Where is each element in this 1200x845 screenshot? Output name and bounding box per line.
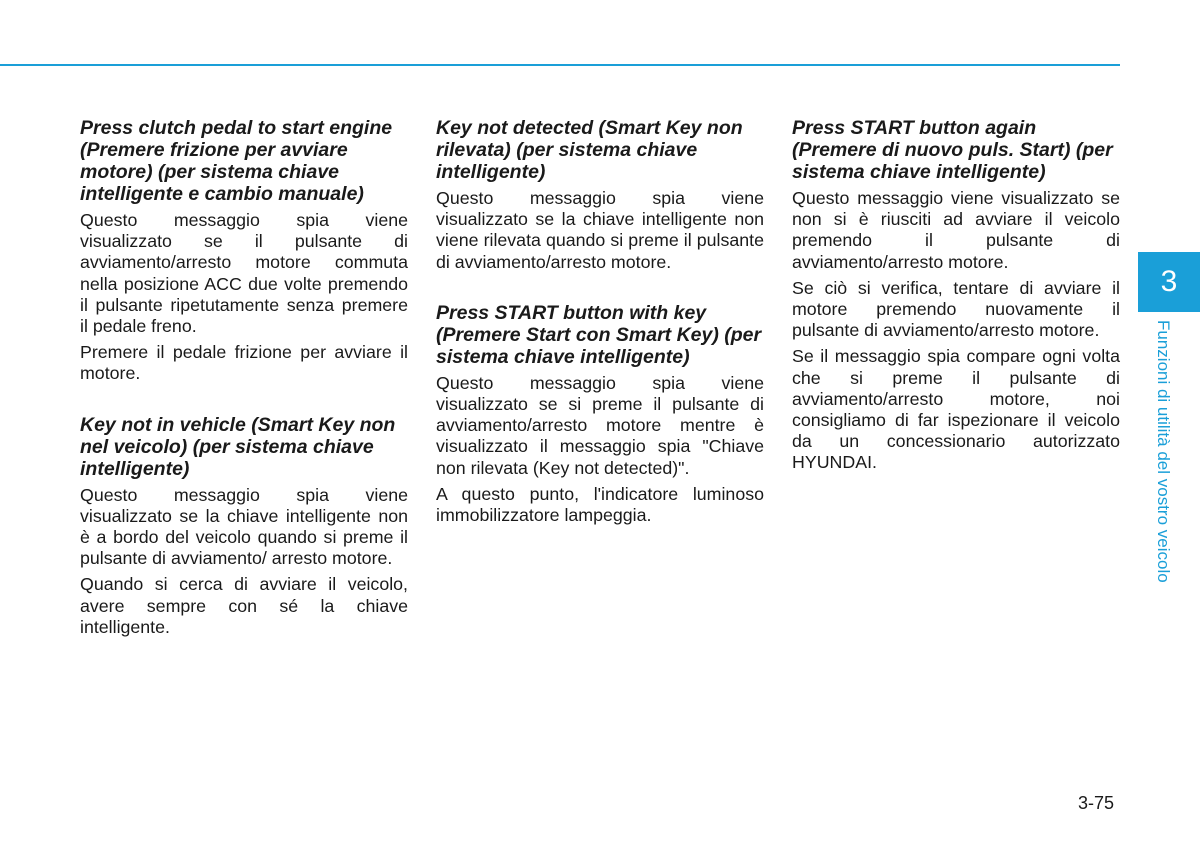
section-key-not-detected bbox=[436, 117, 764, 273]
section-paragraph: Questo messaggio spia viene visualizzato se la chiave intelligente non viene rilevata quando si preme il pulsante di avviamento/arresto motore. bbox=[436, 188, 764, 272]
text-column-3 bbox=[792, 117, 1120, 479]
text-column-2 bbox=[436, 117, 764, 531]
section-heading: Key not in vehicle (Smart Key non nel veicolo) (per sistema chiave intelligente) bbox=[80, 413, 396, 480]
section-heading: Press clutch pedal to start engine (Premere frizione per avviare motore) (per sistema chiave intelligente e cambio manuale) bbox=[80, 117, 393, 205]
section-heading: Key not detected (Smart Key non rilevata) (per sistema chiave intelligente) bbox=[436, 117, 743, 183]
section-paragraph: Questo messaggio viene visualizzato se non si è riusciti ad avviare il veicolo premendo il pulsante di avviamento/arresto motore. bbox=[792, 188, 1120, 272]
section-paragraph: Questo messaggio spia viene visualizzato se la chiave intelligente non è a bordo del veicolo quando si preme il pulsante di avviamento/ arresto motore. bbox=[80, 484, 408, 569]
section-clutch-pedal bbox=[80, 117, 408, 385]
header-rule bbox=[0, 64, 1120, 66]
text-column-1 bbox=[80, 117, 408, 643]
section-key-not-in-vehicle bbox=[80, 414, 408, 638]
section-paragraph: Questo messaggio spia viene visualizzato se il pulsante di avviamento/arresto motore commuta nella posizione ACC due volte premendo il pulsante ripetutamente senza premere il pedale freno. bbox=[80, 210, 408, 337]
section-paragraph: Quando si cerca di avviare il veicolo, avere sempre con sé la chiave intelligente. bbox=[80, 574, 408, 637]
section-heading: Press START button again (Premere di nuovo puls. Start) (per sistema chiave intelligente) bbox=[792, 117, 1113, 183]
section-paragraph: Questo messaggio spia viene visualizzato se si preme il pulsante di avviamento/arresto motore mentre è visualizzato il messaggio spia "Chiave non rilevata (Key not detected)". bbox=[436, 372, 764, 478]
section-heading: Press START button with key (Premere Start con Smart Key) (per sistema chiave intelligente) bbox=[436, 301, 762, 368]
section-paragraph: Se il messaggio spia compare ogni volta che si preme il pulsante di avviamento/arresto motore, noi consigliamo di far ispezionare il veicolo da un concessionario autorizzato HYUNDAI. bbox=[792, 346, 1120, 473]
section-paragraph: Premere il pedale frizione per avviare il motore. bbox=[80, 342, 408, 384]
chapter-number-tab: 3 bbox=[1138, 252, 1200, 312]
section-paragraph: Se ciò si verifica, tentare di avviare il motore premendo nuovamente il pulsante di avviamento/arresto motore. bbox=[792, 277, 1120, 341]
section-paragraph: A questo punto, l'indicatore luminoso immobilizzatore lampeggia. bbox=[436, 483, 764, 526]
section-press-start-with-key bbox=[436, 302, 764, 526]
page-number: 3-75 bbox=[1078, 793, 1115, 813]
chapter-title: Funzioni di utilità del vostro veicolo bbox=[1154, 320, 1173, 583]
section-press-start-again bbox=[792, 117, 1120, 474]
